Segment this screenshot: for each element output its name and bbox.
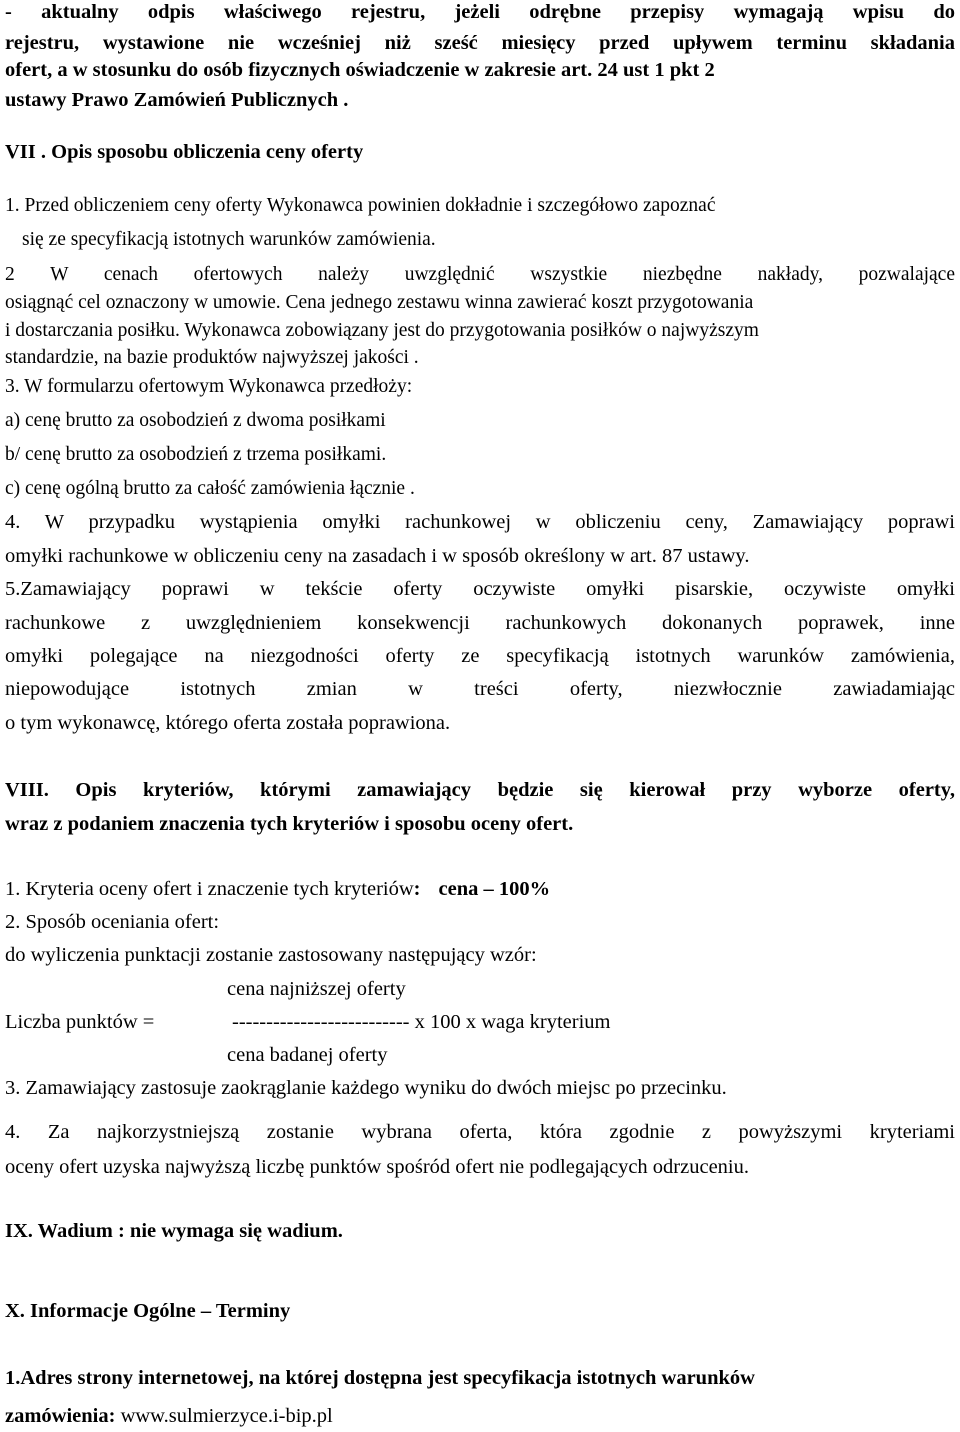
formula-numerator: cena najniższej oferty bbox=[227, 978, 406, 1000]
paragraph-line: do wyliczenia punktacji zostanie zastosowany następujący wzór: bbox=[5, 944, 537, 966]
criteria-value: cena – 100% bbox=[438, 878, 551, 900]
formula-denominator: cena badanej oferty bbox=[227, 1044, 388, 1066]
paragraph-line: 2. Sposób oceniania ofert: bbox=[5, 911, 220, 933]
formula-label: Liczba punktów = bbox=[5, 1011, 155, 1033]
formula-rule: -------------------------- x 100 x waga kryterium bbox=[232, 1011, 611, 1033]
paragraph-line: 5.Zamawiający poprawi w tekście oferty oczywiste omyłki pisarskie, oczywiste omyłki bbox=[5, 578, 955, 600]
paragraph-line: rachunkowe z uwzględnieniem konsekwencji rachunkowych dokonanych poprawek, inne bbox=[5, 612, 955, 634]
section-heading-x: X. Informacje Ogólne – Terminy bbox=[5, 1300, 291, 1322]
paragraph-line: się ze specyfikacją istotnych warunków zamówienia. bbox=[22, 229, 436, 250]
list-item: b/ cenę brutto za osobodzień z trzema posiłkami. bbox=[5, 444, 387, 465]
paragraph-line: niepowodujące istotnych zmian w treści oferty, niezwłocznie zawiadamiając bbox=[5, 678, 955, 700]
criteria-colon: : bbox=[413, 878, 421, 900]
paragraph-line: i dostarczania posiłku. Wykonawca zobowiązany jest do przygotowania posiłków o najwyższym bbox=[5, 320, 759, 341]
paragraph-line: 2 W cenach ofertowych należy uwzględnić wszystkie niezbędne nakłady, pozwalające bbox=[5, 264, 955, 285]
list-item-line: - aktualny odpis właściwego rejestru, jeżeli odrębne przepisy wymagają wpisu do bbox=[5, 1, 955, 23]
paragraph-line: oceny ofert uzyska najwyższą liczbę punktów spośród ofert nie podlegających odrzuceniu. bbox=[5, 1156, 749, 1178]
paragraph-line: omyłki rachunkowe w obliczeniu ceny na zasadach i w sposób określony w art. 87 ustawy. bbox=[5, 545, 750, 567]
address-line bbox=[5, 1404, 333, 1428]
paragraph-line: 3. Zamawiający zastosuje zaokrąglanie każdego wyniku do dwóch miejsc po przecinku. bbox=[5, 1077, 727, 1099]
criteria-label: 1. Kryteria oceny ofert i znaczenie tych kryteriów bbox=[5, 878, 414, 900]
paragraph-line: 1.Adres strony internetowej, na której dostępna jest specyfikacja istotnych warunków bbox=[5, 1367, 755, 1389]
paragraph-line: osiągnąć cel oznaczony w umowie. Cena jednego zestawu winna zawierać koszt przygotowania bbox=[5, 292, 754, 313]
paragraph-line: standardzie, na bazie produktów najwyższej jakości . bbox=[5, 347, 419, 368]
section-heading-viii: VIII. Opis kryteriów, którymi zamawiający będzie się kierował przy wyborze oferty, bbox=[5, 779, 955, 801]
paragraph-line: o tym wykonawcę, którego oferta została poprawiona. bbox=[5, 712, 451, 734]
list-item-line: ustawy Prawo Zamówień Publicznych . bbox=[5, 89, 349, 111]
section-heading-viii-cont: wraz z podaniem znaczenia tych kryteriów i sposobu oceny ofert. bbox=[5, 813, 574, 835]
paragraph-line: 1. Przed obliczeniem ceny oferty Wykonawca powinien dokładnie i szczegółowo zapoznać bbox=[5, 195, 716, 216]
section-heading-ix: IX. Wadium : nie wymaga się wadium. bbox=[5, 1220, 343, 1242]
list-item-line: rejestru, wystawione nie wcześniej niż sześć miesięcy przed upływem terminu składania bbox=[5, 32, 955, 54]
website-link[interactable]: www.sulmierzyce.i-bip.pl bbox=[115, 1405, 333, 1427]
paragraph-line: 4. Za najkorzystniejszą zostanie wybrana oferta, która zgodnie z powyższymi kryteriami bbox=[5, 1121, 955, 1143]
paragraph-line: 3. W formularzu ofertowym Wykonawca przedłoży: bbox=[5, 376, 413, 397]
list-item: a) cenę brutto za osobodzień z dwoma posiłkami bbox=[5, 410, 386, 431]
address-label: zamówienia: bbox=[5, 1405, 116, 1427]
section-heading-vii: VII . Opis sposobu obliczenia ceny oferty bbox=[5, 141, 364, 163]
paragraph-line: 4. W przypadku wystąpienia omyłki rachunkowej w obliczeniu ceny, Zamawiający poprawi bbox=[5, 511, 955, 533]
paragraph-line: omyłki polegające na niezgodności oferty ze specyfikacją istotnych warunków zamówienia, bbox=[5, 645, 955, 667]
list-item: c) cenę ogólną brutto za całość zamówienia łącznie . bbox=[5, 478, 415, 499]
criteria-line bbox=[5, 877, 550, 901]
list-item-line: ofert, a w stosunku do osób fizycznych oświadczenie w zakresie art. 24 ust 1 pkt 2 bbox=[5, 59, 715, 81]
